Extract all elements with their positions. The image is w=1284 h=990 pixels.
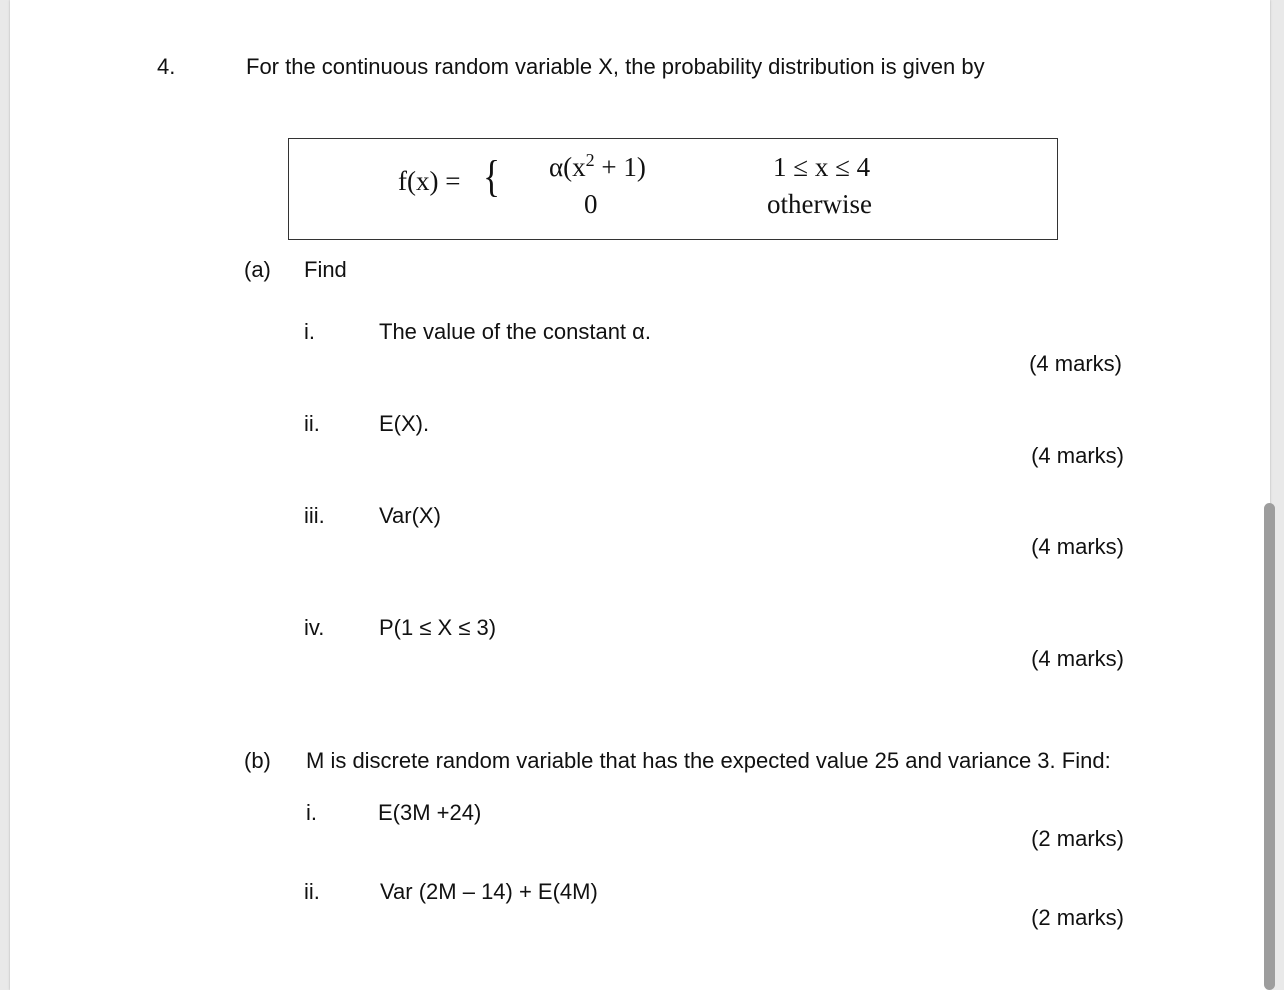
part-b-item-text: Var (2M – 14) + E(4M) — [380, 879, 598, 904]
part-a-item-numeral: iv. — [304, 615, 325, 640]
part-a-item-text: E(X). — [379, 411, 430, 436]
part-a-item-numeral: iii. — [304, 503, 325, 528]
part-b-item-numeral: i. — [306, 800, 317, 825]
case2-condition: otherwise — [767, 189, 872, 219]
vertical-scrollbar[interactable] — [1264, 503, 1275, 990]
part-a-item-marks: (4 marks) — [1031, 534, 1124, 559]
part-a-item-text: P(1 ≤ X ≤ 3) — [379, 615, 497, 640]
part-b-instruction: M is discrete random variable that has the expected value 25 and variance 3. Find: — [306, 748, 1111, 773]
case1-condition: 1 ≤ x ≤ 4 — [773, 152, 871, 182]
part-b-item-numeral: ii. — [304, 879, 320, 904]
part-a-label: (a) — [244, 257, 271, 282]
formula-brace: { — [483, 152, 501, 201]
question-intro: For the continuous random variable X, the probability distribution is given by — [246, 54, 985, 79]
formula-lhs: f(x) = — [398, 166, 461, 196]
case1-expression: $\alpha(x^2 + 1)$ — [549, 150, 646, 182]
part-a-item-numeral: i. — [304, 319, 315, 344]
part-a-item-marks: (4 marks) — [1031, 646, 1124, 671]
part-a-instruction: Find — [304, 257, 347, 282]
part-a-item-marks: (4 marks) — [1029, 351, 1122, 376]
part-a-item-marks: (4 marks) — [1031, 443, 1124, 468]
part-a-item-text: Var(X) — [379, 503, 441, 528]
case2-expression: 0 — [584, 189, 598, 219]
part-b-item-marks: (2 marks) — [1031, 905, 1124, 930]
part-a-item-numeral: ii. — [304, 411, 320, 436]
part-b-item-text: E(3M +24) — [378, 800, 482, 825]
part-a-item-text: The value of the constant α. — [379, 319, 651, 344]
part-b-item-marks: (2 marks) — [1031, 826, 1124, 851]
part-b-label: (b) — [244, 748, 271, 773]
question-number: 4. — [157, 54, 176, 79]
